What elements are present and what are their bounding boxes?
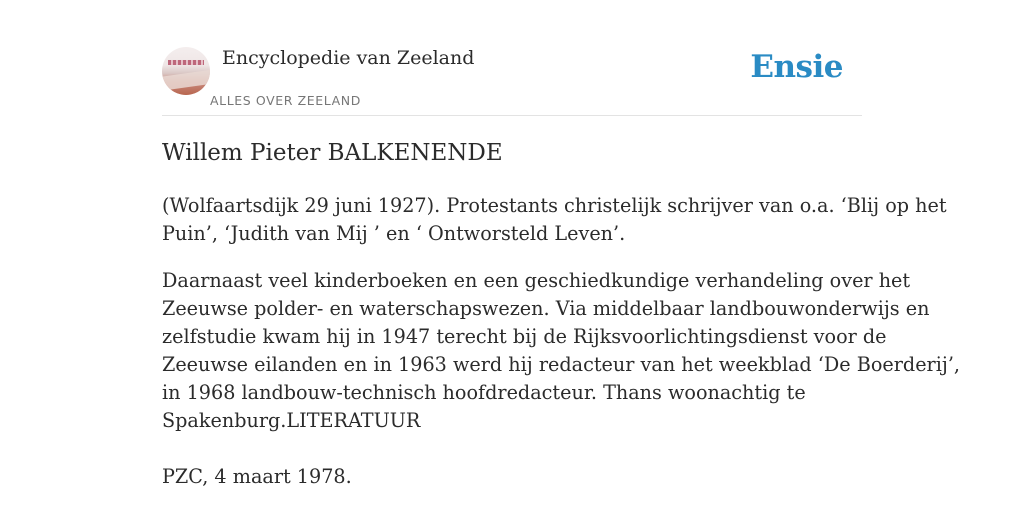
paragraph-line: Zeeuwse eilanden en in 1963 werd hij redacteur van het weekblad ‘De Boerderij’, [162,353,961,376]
brand-logo[interactable]: Ensie [750,49,843,85]
paragraph-line: zelfstudie kwam hij in 1947 terecht bij de Rijksvoorlichtingsdienst voor de [162,325,887,348]
source-line: PZC, 4 maart 1978. [162,465,352,488]
article-paragraph-2 [162,267,961,435]
paragraph-line: (Wolfaartsdijk 29 juni 1927). Protestants christelijk schrijver van o.a. ‘Blij op het [162,194,947,217]
site-avatar[interactable] [162,47,210,95]
paragraph-line: Spakenburg.LITERATUUR [162,409,421,432]
paragraph-line: Zeeuwse polder- en waterschapswezen. Via middelbaar landbouwonderwijs en [162,297,930,320]
article-title: Willem Pieter BALKENENDE [162,140,503,166]
article-source [162,463,862,491]
paragraph-line: Daarnaast veel kinderboeken en een geschiedkundige verhandeling over het [162,269,911,292]
paragraph-line: Puin’, ‘Judith van Mij ’ en ‘ Ontworsteld Leven’. [162,222,626,245]
site-tagline: ALLES OVER ZEELAND [210,93,361,108]
article-paragraph-1 [162,192,947,248]
paragraph-line: in 1968 landbouw-technisch hoofdredacteur. Thans woonachtig te [162,381,806,404]
site-header [162,44,862,116]
avatar-image-sheet [162,69,210,91]
avatar-image-band [168,60,204,65]
site-title[interactable]: Encyclopedie van Zeeland [222,47,475,69]
